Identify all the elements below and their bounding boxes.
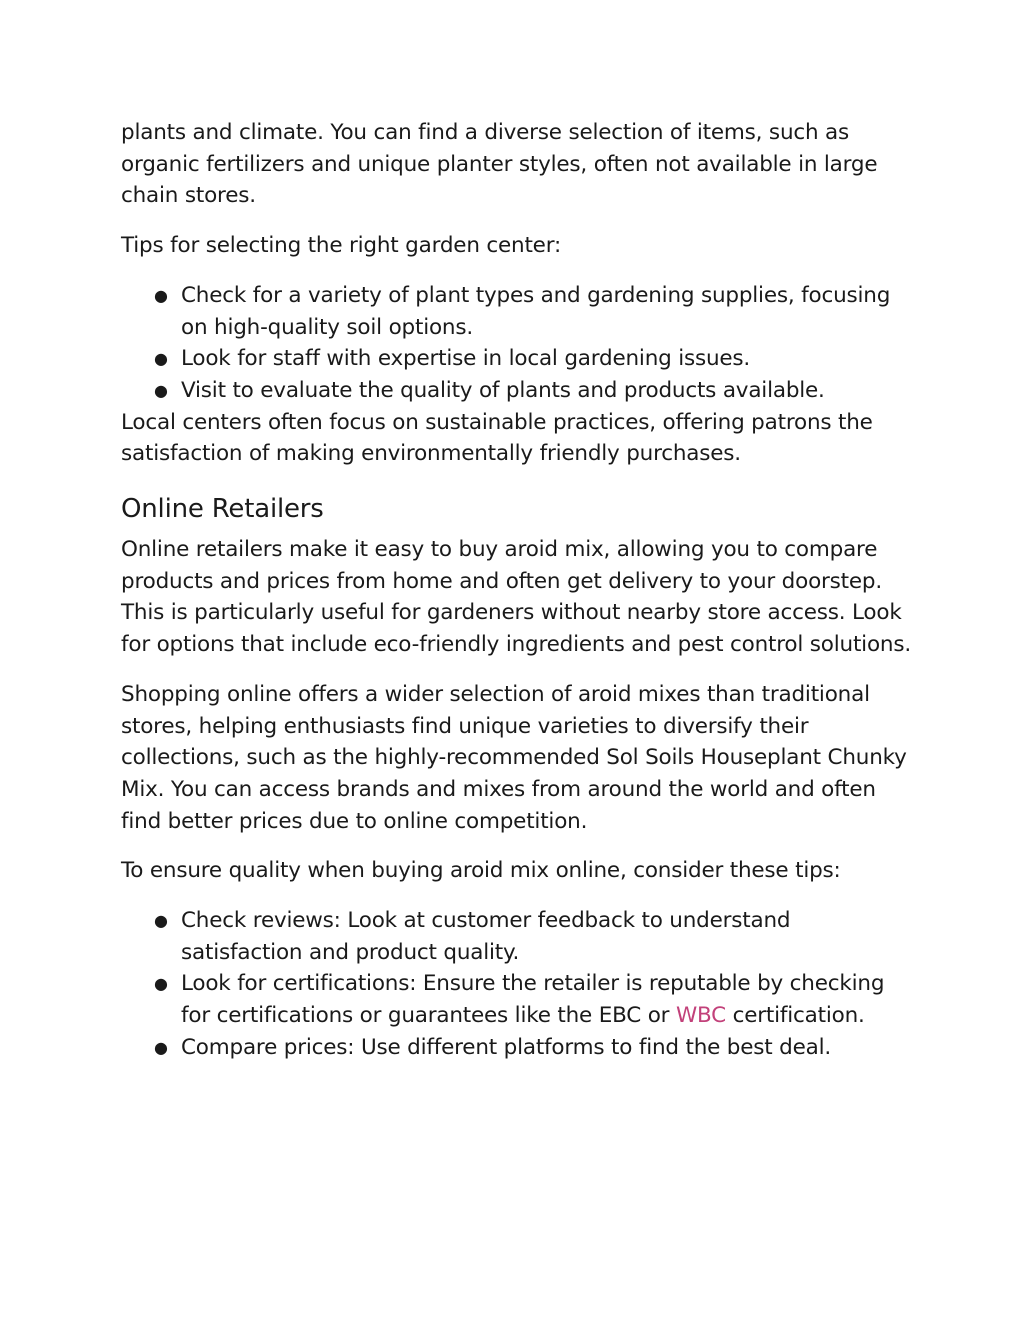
- garden-center-closing-paragraph: Local centers often focus on sustainable practices, offering patrons the satisfaction of making environmentally friendly purchases.: [121, 409, 873, 467]
- bullet-icon: ●: [154, 285, 168, 305]
- list-item: [121, 280, 911, 343]
- list-item-text-part: certification.: [725, 1003, 865, 1029]
- list-item-text: Visit to evaluate the quality of plants and products available.: [181, 377, 825, 403]
- online-tips-list: [121, 905, 911, 1064]
- list-item: [121, 905, 911, 968]
- online-paragraph-1: Online retailers make it easy to buy aroid mix, allowing you to compare products and prices from home and often get delivery to your doorstep. This is particularly useful for gardeners without nearby store access. Look for options that include eco-friendly ingredients and pest control solutions.: [121, 537, 911, 658]
- bullet-icon: ●: [154, 911, 168, 931]
- bullet-icon: ●: [154, 974, 168, 994]
- list-item: [121, 1032, 911, 1064]
- bullet-icon: ●: [154, 349, 168, 369]
- bullet-icon: ●: [154, 380, 168, 400]
- wbc-link[interactable]: WBC: [675, 1003, 726, 1029]
- online-paragraph-2: Shopping online offers a wider selection of aroid mixes than traditional stores, helping enthusiasts find unique varieties to diversify their collections, such as the highly-recommended Sol Soils Houseplant Chunky Mix. You can access brands and mixes from around the world and often find better prices due to online competition.: [121, 681, 907, 834]
- list-item: [121, 968, 911, 1031]
- list-item-text: Check for a variety of plant types and gardening supplies, focusing on high-quality soil options.: [181, 282, 891, 340]
- intro-paragraph: plants and climate. You can find a diverse selection of items, such as organic fertilizers and unique planter styles, often not available in large chain stores.: [121, 120, 878, 209]
- list-item-text: Look for staff with expertise in local gardening issues.: [181, 346, 751, 372]
- list-item: [121, 343, 911, 375]
- bullet-icon: ●: [154, 1037, 168, 1057]
- list-item-text: Compare prices: Use different platforms to find the best deal.: [181, 1034, 831, 1060]
- garden-center-tips-list: [121, 280, 911, 407]
- garden-center-tips-heading: Tips for selecting the right garden center:: [121, 233, 562, 259]
- list-item-text-part: Look for certifications: Ensure the retailer is reputable by checking for certifications or guarantees like the EBC or: [181, 971, 885, 1029]
- document-page: [121, 117, 911, 1064]
- list-item-text: Check reviews: Look at customer feedback to understand satisfaction and product quality.: [181, 908, 791, 965]
- section-heading-online-retailers: Online Retailers: [121, 494, 324, 525]
- online-tips-heading: To ensure quality when buying aroid mix online, consider these tips:: [121, 858, 841, 884]
- list-item: [121, 375, 911, 407]
